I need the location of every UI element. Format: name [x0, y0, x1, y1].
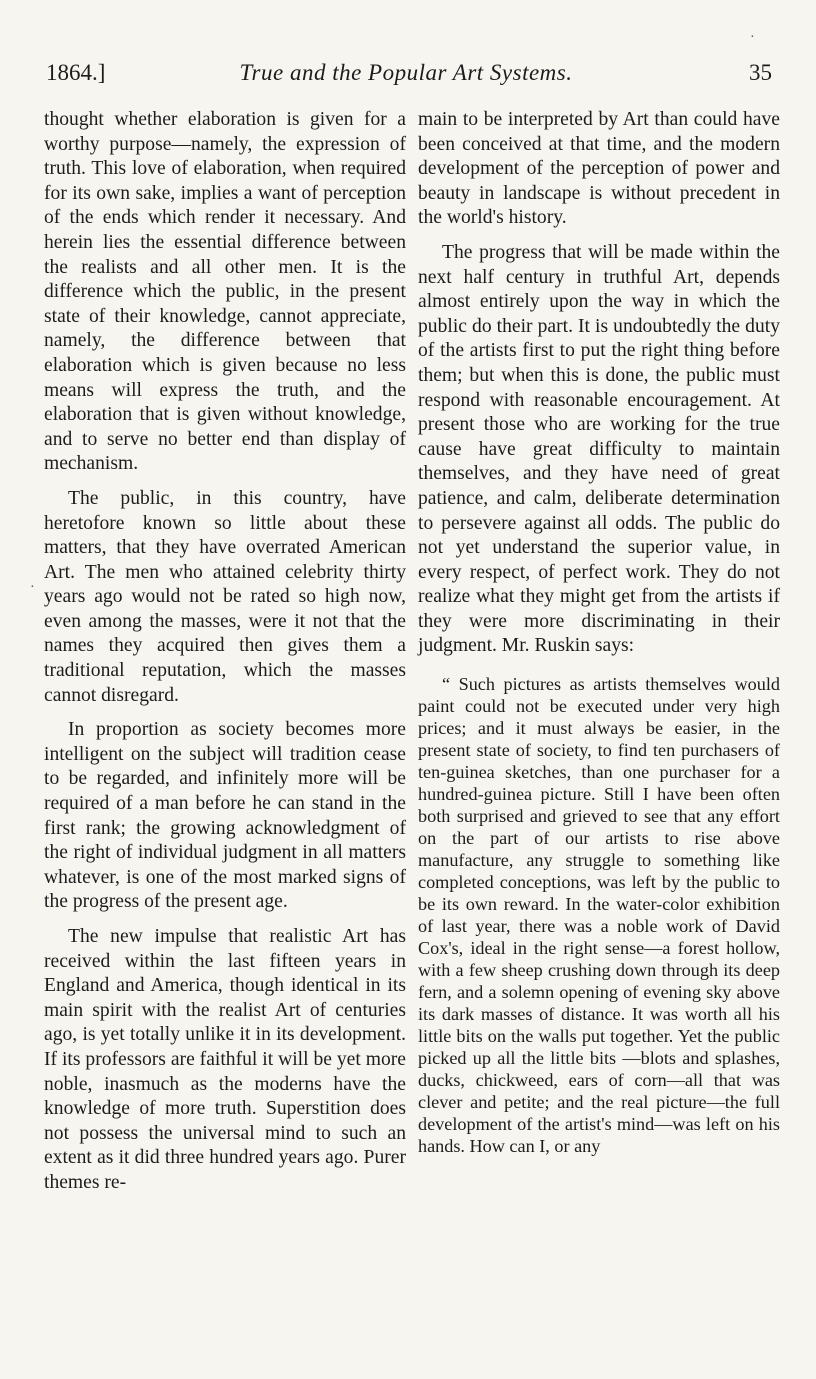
left-column	[44, 108, 406, 1206]
paragraph: In proportion as society becomes more intelligent on the subject will tradition cease to be regarded, and infinitely more will be required of a man before he can stand in the first rank; the growing acknowledgment of the right of individual judgment in all matters whatever, is one of the most marked signs of the progress of the present age.	[44, 719, 406, 913]
block-quote: “ Such pictures as artists themselves would paint could not be executed under very high prices; and it must always be easier, in the present state of society, to find ten purchasers of ten-guinea sketches, than one purchaser for a hundred-guinea picture. Still I have been often both surprised and grieved to see that any effort on the part of our artists to rise above manufacture, any struggle to something like completed conceptions, was left by the public to be its own reward. In the water-color exhibition of last year, there was a noble work of David Cox's, ideal in the right sense—a forest hollow, with a few sheep crushing down through its deep fern, and a solemn opening of evening sky above its dark masses of distance. It was worth all his little bits on the walls put together. Yet the public picked up all the little bits —blots and splashes, ducks, chickweed, ears of corn—all that was clever and petite; and the real picture—the full development of the artist's mind—was left on his hands. How can I, or any	[418, 674, 780, 1157]
header-year: 1864.]	[46, 60, 106, 85]
running-header	[40, 60, 772, 94]
right-column	[418, 108, 780, 1167]
paragraph: The progress that will be made within the next half century in truthful Art, depends almost entirely upon the way in which the public do their part. It is undoubtedly the duty of the artists first to put the right thing before them; but when this is done, the public must respond with reasonable encouragement. At present those who are working for the true cause have great difficulty to maintain themselves, and they have need of great patience, and calm, deliberate determination to persevere against all odds. The public do not yet understand the superior value, in every respect, of perfect work. They do not realize what they might get from the artists if they were more discriminating in their judgment. Mr. Ruskin says:	[418, 241, 780, 657]
paragraph: thought whether elaboration is given for a worthy purpose—namely, the expression of truth. This love of elaboration, when required for its own sake, implies a want of perception of the ends which render it necessary. And herein lies the essential difference between the realists and all other men. It is the difference which the public, in the present state of their knowledge, cannot appreciate, namely, the difference between that elaboration which is given because no less means will express the truth, and the elaboration that is given without knowledge, and to serve no better end than display of mechanism.	[44, 109, 406, 475]
print-speck: ·	[750, 30, 755, 45]
page-number: 35	[749, 60, 772, 85]
paragraph: The public, in this country, have heretofore known so little about these matters, that they have overrated American Art. The men who attained celebrity thirty years ago would not be rated so high now, even among the masses, were it not that the names they acquired then gives them a traditional reputation, which the masses cannot disregard.	[44, 487, 406, 706]
print-speck: ·	[30, 580, 35, 595]
paragraph: main to be interpreted by Art than could have been conceived at that time, and the modern development of the perception of power and beauty in landscape is without precedent in the world's history.	[418, 109, 780, 229]
header-title: True and the Popular Art Systems.	[239, 60, 573, 85]
paragraph: The new impulse that realistic Art has received within the last fifteen years in England and America, though identical in its main spirit with the realist Art of centuries ago, is yet totally unlike it in its development. If its professors are faithful it will be yet more noble, inasmuch as the moderns have the knowledge of more truth. Superstition does not possess the universal mind to such an extent as it did three hundred years ago. Purer themes re-	[44, 926, 406, 1193]
